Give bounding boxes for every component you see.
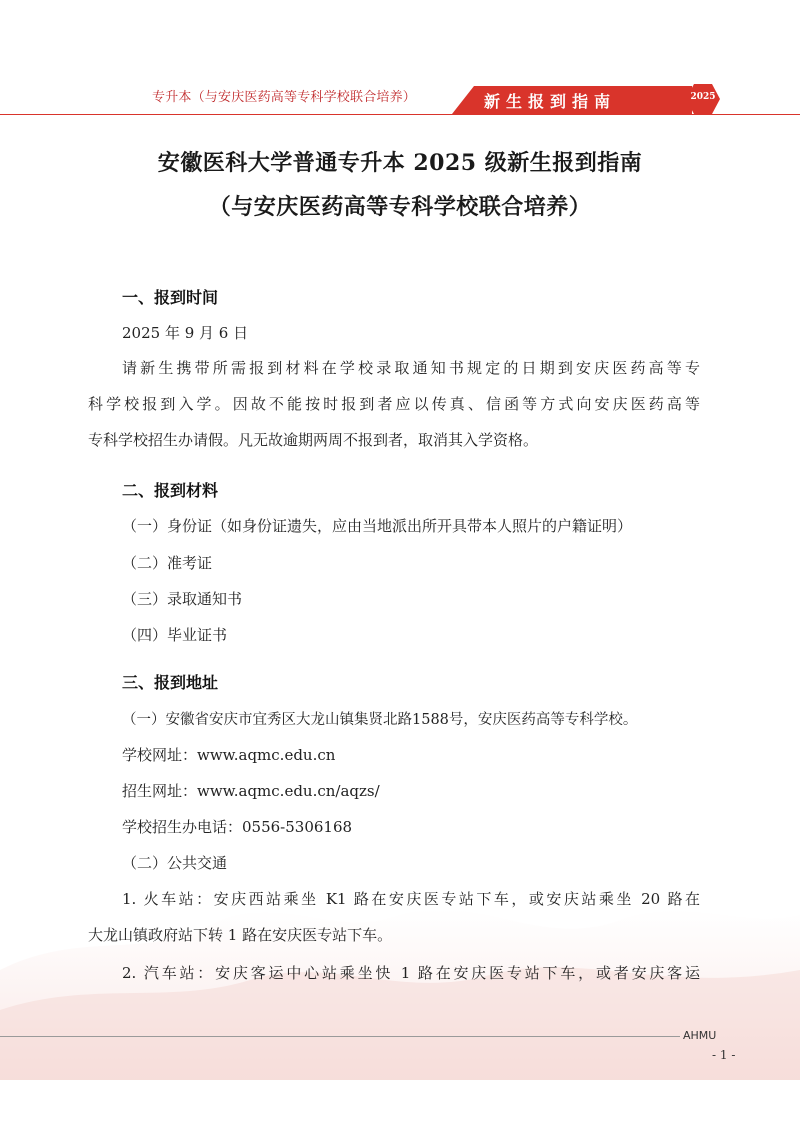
section-heading-time: 一、报到时间	[122, 288, 219, 307]
mountain-background	[0, 820, 800, 1080]
page-number: - 1 -	[712, 1048, 736, 1062]
page-subtitle: （与安庆医药高等专科学校联合培养）	[208, 194, 592, 220]
header-subtitle: 专升本（与安庆医药高等专科学校联合培养）	[152, 90, 417, 105]
footer-label: AHMU	[683, 1029, 717, 1042]
report-date: 2025 年 9 月 6 日	[122, 324, 249, 342]
transport-bus-line: 2. 汽车站：安庆客运中心站乘坐快 1 路在安庆医专站下车，或者安庆客运	[122, 964, 700, 982]
header-rule	[0, 114, 800, 115]
admission-phone: 学校招生办电话：0556-5306168	[122, 818, 353, 836]
year-badge: 2025	[690, 92, 716, 102]
paragraph-line: 专科学校招生办请假。凡无故逾期两周不报到者，取消其入学资格。	[88, 431, 539, 449]
admission-website: 招生网址：www.aqmc.edu.cn/aqzs/	[122, 782, 380, 800]
school-website: 学校网址：www.aqmc.edu.cn	[122, 746, 336, 764]
list-item: （三）录取通知书	[122, 590, 243, 608]
transport-train-line: 大龙山镇政府站下转 1 路在安庆医专站下车。	[88, 926, 393, 944]
list-item: （一）身份证（如身份证遗失，应由当地派出所开具带本人照片的户籍证明）	[122, 517, 633, 535]
transport-train-line: 1. 火车站：安庆西站乘坐 K1 路在安庆医专站下车，或安庆站乘坐 20 路在	[122, 890, 700, 908]
footer-rule	[0, 1036, 680, 1037]
section-heading-address: 三、报到地址	[122, 673, 219, 692]
header-banner-title: 新生报到指南	[484, 92, 617, 111]
list-item: （四）毕业证书	[122, 626, 228, 644]
paragraph-line: 请新生携带所需报到材料在学校录取通知书规定的日期到安庆医药高等专	[122, 359, 700, 377]
transport-heading: （二）公共交通	[122, 854, 228, 872]
address-line: （一）安徽省安庆市宜秀区大龙山镇集贤北路1588号，安庆医药高等专科学校。	[122, 712, 638, 728]
list-item: （二）准考证	[122, 554, 213, 572]
paragraph-line: 科学校报到入学。因故不能按时报到者应以传真、信函等方式向安庆医药高等	[88, 395, 700, 413]
section-heading-materials: 二、报到材料	[122, 481, 219, 500]
page-title: 安徽医科大学普通专升本 2025 级新生报到指南	[157, 150, 643, 176]
